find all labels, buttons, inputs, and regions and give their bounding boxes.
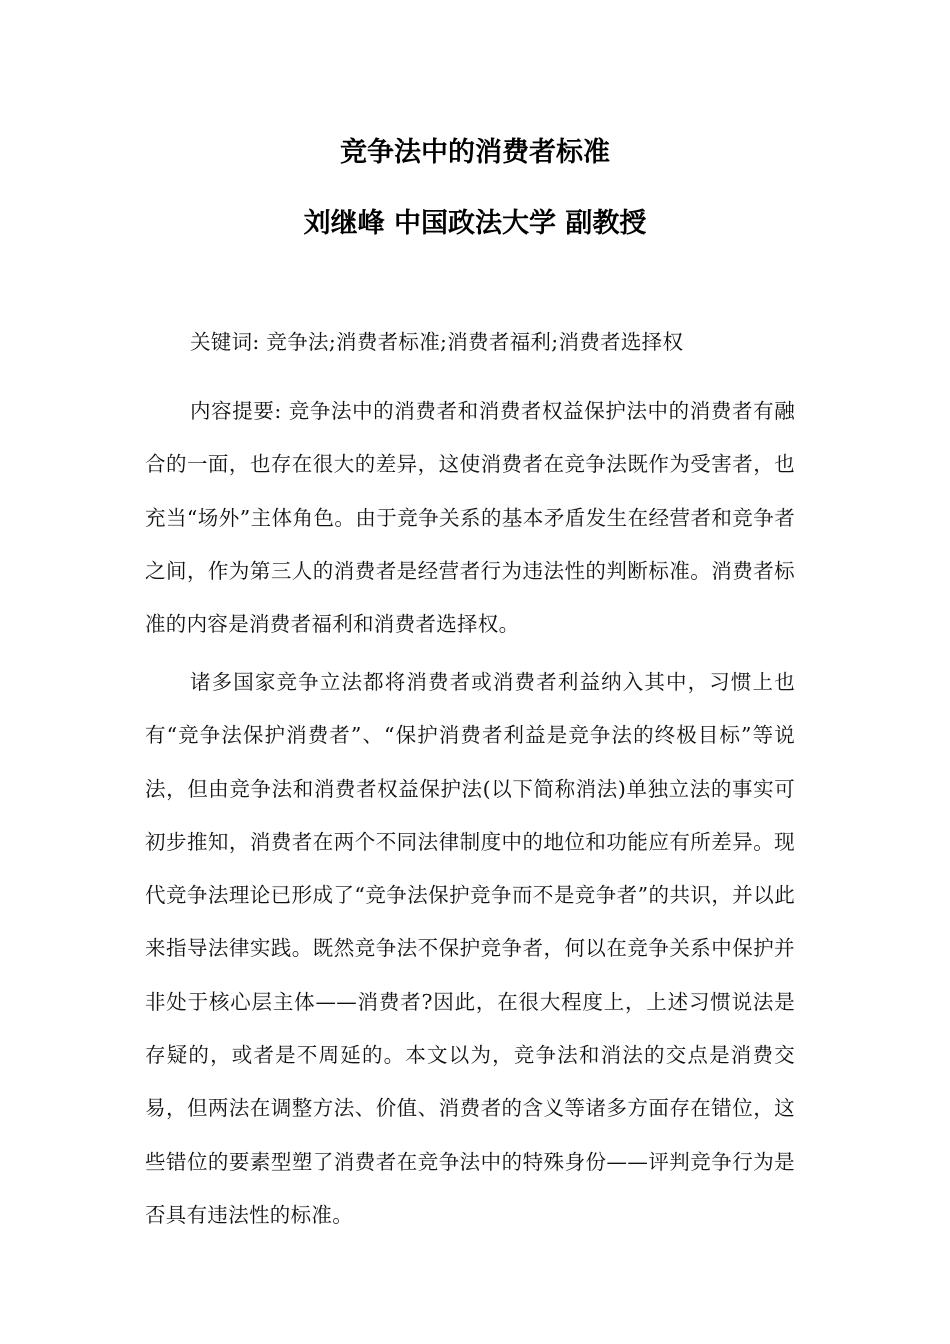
body-paragraph: 诸多国家竞争立法都将消费者或消费者利益纳入其中，习惯上也有“竞争法保护消费者”、“保护消费者利益是竞争法的终极目标”等说法，但由竞争法和消费者权益保护法(以下简称消法)单独立法的事实可初步推知，消费者在两个不同法律制度中的地位和功能应有所差异。现代竞争法理论已形成了“竞争法保护竞争而不是竞争者”的共识，并以此来指导法律实践。既然竞争法不保护竞争者，何以在竞争关系中保护并非处于核心层主体——消费者?因此，在很大程度上，上述习惯说法是存疑的，或者是不周延的。本文以为，竞争法和消法的交点是消费交易，但两法在调整方法、价值、消费者的含义等诸多方面存在错位，这些错位的要素型塑了消费者在竞争法中的特殊身份——评判竞争行为是否具有违法性的标准。	[145, 670, 795, 1227]
document-title: 竞争法中的消费者标准	[340, 137, 610, 168]
keywords-paragraph: 关键词: 竞争法;消费者标准;消费者福利;消费者选择权	[190, 330, 684, 354]
author-line: 刘继峰 中国政法大学 副教授	[303, 208, 647, 239]
abstract-paragraph: 内容提要: 竞争法中的消费者和消费者权益保护法中的消费者有融合的一面，也存在很大的差异，这使消费者在竞争法既作为受害者，也充当“场外”主体角色。由于竞争关系的基本矛盾发生在经营者和竞争者之间，作为第三人的消费者是经营者行为违法性的判断标准。消费者标准的内容是消费者福利和消费者选择权。	[145, 399, 795, 637]
